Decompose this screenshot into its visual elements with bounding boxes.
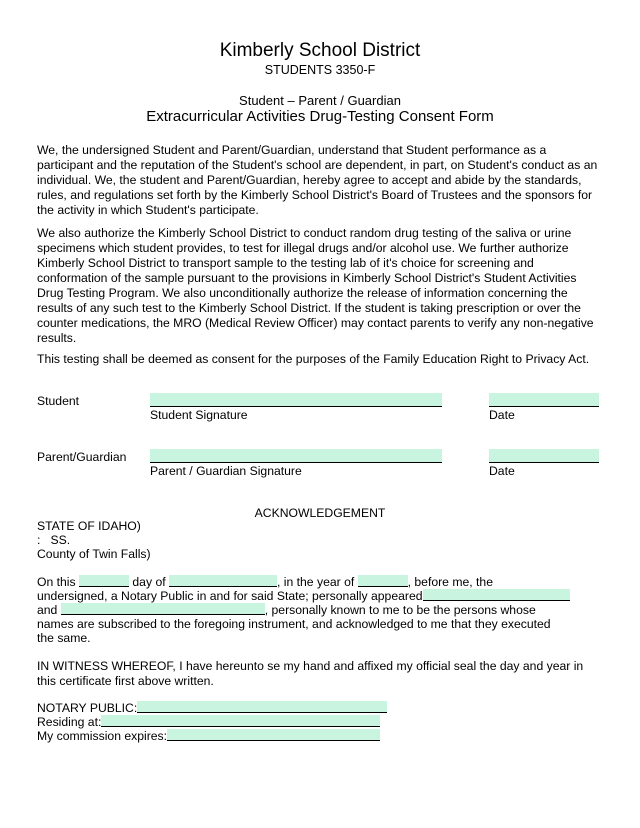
district-title: Kimberly School District [219, 40, 421, 61]
ss-line: : SS. [37, 533, 71, 547]
parent-signature-caption: Parent / Guardian Signature [150, 464, 302, 478]
ack-line-5: the same. [37, 631, 91, 645]
consent-paragraph-1: We, the undersigned Student and Parent/Guardian, understand that Student performance as a participant and the reputation of the Student's school are dependent, in part, on Student's conduct as an individual. We, the student and Parent/Guardian, hereby agree to accept and abide by the standards, rules, and regulations set forth by the Kimberly School District's Board of Trustees and the sponsors for the activity in which Student's participate. [37, 143, 598, 217]
ack-line-1 [37, 575, 493, 590]
year-field[interactable] [358, 575, 408, 587]
ack-line-3 [37, 603, 536, 618]
ack-line-2 [37, 589, 570, 604]
form-title: Extracurricular Activities Drug-Testing Consent Form [146, 108, 494, 125]
residing-field[interactable] [101, 715, 380, 727]
student-date-caption: Date [489, 408, 515, 422]
student-date-field[interactable] [489, 393, 599, 407]
ack-before-me: , before me, the [407, 575, 493, 589]
state-line: STATE OF IDAHO) [37, 519, 141, 533]
witness-paragraph: IN WITNESS WHEREOF, I have hereunto se my hand and affixed my official seal the day and year in this certificate first above written. [37, 659, 584, 688]
appeared-name-field-2[interactable] [61, 603, 265, 615]
student-signature-field[interactable] [150, 393, 442, 407]
parent-date-field[interactable] [489, 449, 599, 463]
commission-row [37, 729, 380, 744]
ack-year-of: , in the year of [277, 575, 355, 589]
parent-label: Parent/Guardian [37, 450, 127, 464]
acknowledgement-heading: ACKNOWLEDGEMENT [254, 506, 386, 520]
ack-on-this: On this [37, 575, 76, 589]
consent-paragraph-2: We also authorize the Kimberly School District to conduct random drug testing of the saliva or urine specimens which student provides, to test for illegal drugs and/or alcohol use. We further authorize Kimberly School District to transport sample to the testing lab of it's choice for screening and conformation of the sample pursuant to the provisions in Kimberly School District's Student Activities Drug Testing Program. We also unconditionally authorize the release of information concerning the results of any such test to the Kimberly School District. If the student is taking prescription or over the counter medications, the MRO (Medical Review Officer) may contact parents to verify any non-negative results. [37, 226, 594, 345]
ack-line-4: names are subscribed to the foregoing instrument, and acknowledged to me that they executed [37, 617, 551, 631]
residing-label: Residing at: [37, 715, 102, 729]
consent-paragraph-3: This testing shall be deemed as consent for the purposes of the Family Education Right to Privacy Act. [37, 352, 590, 366]
policy-code: STUDENTS 3350-F [264, 63, 376, 77]
parent-signature-field[interactable] [150, 449, 442, 463]
ack-personally-known: , personally known to me to be the persons whose [264, 603, 536, 617]
form-subtitle: Student – Parent / Guardian [239, 93, 401, 108]
ack-and: and [37, 603, 58, 617]
commission-label: My commission expires: [37, 729, 168, 743]
ack-undersigned: undersigned, a Notary Public in and for said State; personally appeared [37, 589, 423, 603]
notary-public-field[interactable] [137, 701, 387, 713]
residing-row [37, 715, 380, 730]
ack-day-of: day of [132, 575, 166, 589]
commission-field[interactable] [167, 729, 380, 741]
student-label: Student [37, 394, 80, 408]
appeared-name-field-1[interactable] [423, 589, 570, 601]
notary-public-row [37, 701, 387, 716]
parent-date-caption: Date [489, 464, 515, 478]
month-field[interactable] [169, 575, 277, 587]
day-field[interactable] [79, 575, 129, 587]
student-signature-caption: Student Signature [150, 408, 248, 422]
notary-public-label: NOTARY PUBLIC: [37, 701, 138, 715]
county-line: County of Twin Falls) [37, 547, 151, 561]
